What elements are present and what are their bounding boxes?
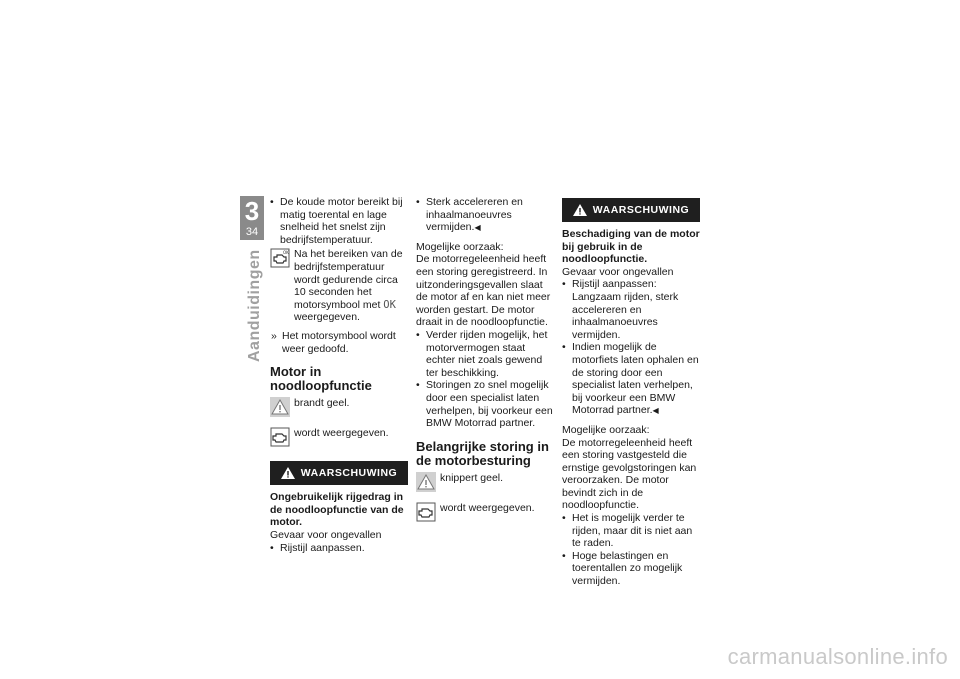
list-item [562,341,700,418]
list-item: • Storingen zo snel mogelijk door een specialist laten verhelpen, bij voorkeur een BMW Motorrad partner. [416,379,554,429]
end-marker-icon: ◀ [652,406,659,416]
column-2 [416,196,554,526]
danger-text: Gevaar voor ongevallen [562,265,674,278]
body-text: Na het bereiken van de bedrijfstemperatuur wordt gedurende circa 10 seconden het motorsymbool met [294,248,403,311]
warning-banner [562,198,700,222]
section-heading: Belangrijke storing in de motorbesturing [416,438,549,468]
engine-ok-row [270,248,408,324]
body-text: Indien mogelijk de motorfiets laten ophalen en de storing door een specialist laten verhelpen, bij voorkeur een BMW Motorrad partner. [572,341,699,417]
column-3 [562,196,700,588]
list-item [416,196,554,235]
warning-title: Ongebruikelijk rijgedrag in de noodloopfunctie van de motor. [270,491,404,529]
cause-label: Mogelijke oorzaak: [562,423,650,436]
engine-symbol-row [416,502,554,526]
side-title: Aanduidingen [246,249,263,362]
chapter-number: 3 [244,196,260,226]
warning-label: WAARSCHUWING [300,466,398,479]
warning-label: WAARSCHUWING [592,203,690,216]
cause-text: De motorregeleenheid heeft een storing geregistreerd. In uitzonderingsgevallen slaat de motor af en kan niet meer worden gestart. De motor draait in de noodloopfunctie. [416,253,551,329]
page-number: 34 [245,226,259,238]
warning-title: Beschadiging van de motor bij gebruik in de noodloopfunctie. [562,228,700,266]
body-text: brandt geel. [294,397,350,410]
warning-triangle-icon [281,467,295,479]
warning-light-row [270,397,408,421]
warning-triangle-icon [416,472,436,492]
list-item: • Rijstijl aanpassen. [270,542,408,555]
list-item: • Rijstijl aanpassen: Langzaam rijden, sterk accelereren en inhaalmanoeuvres vermijden. [562,278,700,341]
list-item: • Hoge belastingen en toerentallen zo mogelijk vermijden. [562,550,700,588]
body-text: weergegeven. [294,311,360,324]
cause-label: Mogelijke oorzaak: [416,240,504,253]
engine-icon [416,502,436,522]
warning-triangle-icon [270,397,290,417]
column-1 [270,196,408,554]
warning-light-row [416,472,554,496]
warning-banner [270,461,408,485]
body-text: wordt weergegeven. [440,501,535,514]
ok-symbol: OK [383,298,396,311]
section-heading: Motor in noodloopfunctie [270,364,372,394]
body-text: knippert geel. [440,471,504,484]
warning-triangle-icon [573,204,587,216]
result-item: » Het motorsymbool wordt weer gedoofd. [270,330,408,355]
engine-icon [270,427,290,447]
danger-text: Gevaar voor ongevallen [270,528,382,541]
list-item: • Het is mogelijk verder te rijden, maar dit is niet aan te raden. [562,512,700,550]
body-text: Sterk accelereren en inhaalmanoeuvres vermijden. [426,196,523,234]
svg-text:OK: OK [283,250,289,256]
body-text: wordt weergegeven. [294,427,389,440]
engine-symbol-row [270,427,408,451]
chapter-tab [240,196,264,240]
engine-ok-icon [270,248,290,268]
end-marker-icon: ◀ [474,223,481,233]
watermark: carmanualsonline.info [727,644,948,669]
list-item: • Verder rijden mogelijk, het motorvermogen staat echter niet zoals gewend ter beschikking. [416,329,554,379]
cause-text: De motorregeleenheid heeft een storing vastgesteld die ernstige gevolgstoringen kan veroorzaken. De motor bevindt zich in de noodloopfunctie. [562,436,697,512]
list-item: • De koude motor bereikt bij matig toerental en lage snelheid het snelst zijn bedrijfstemperatuur. [270,196,408,246]
